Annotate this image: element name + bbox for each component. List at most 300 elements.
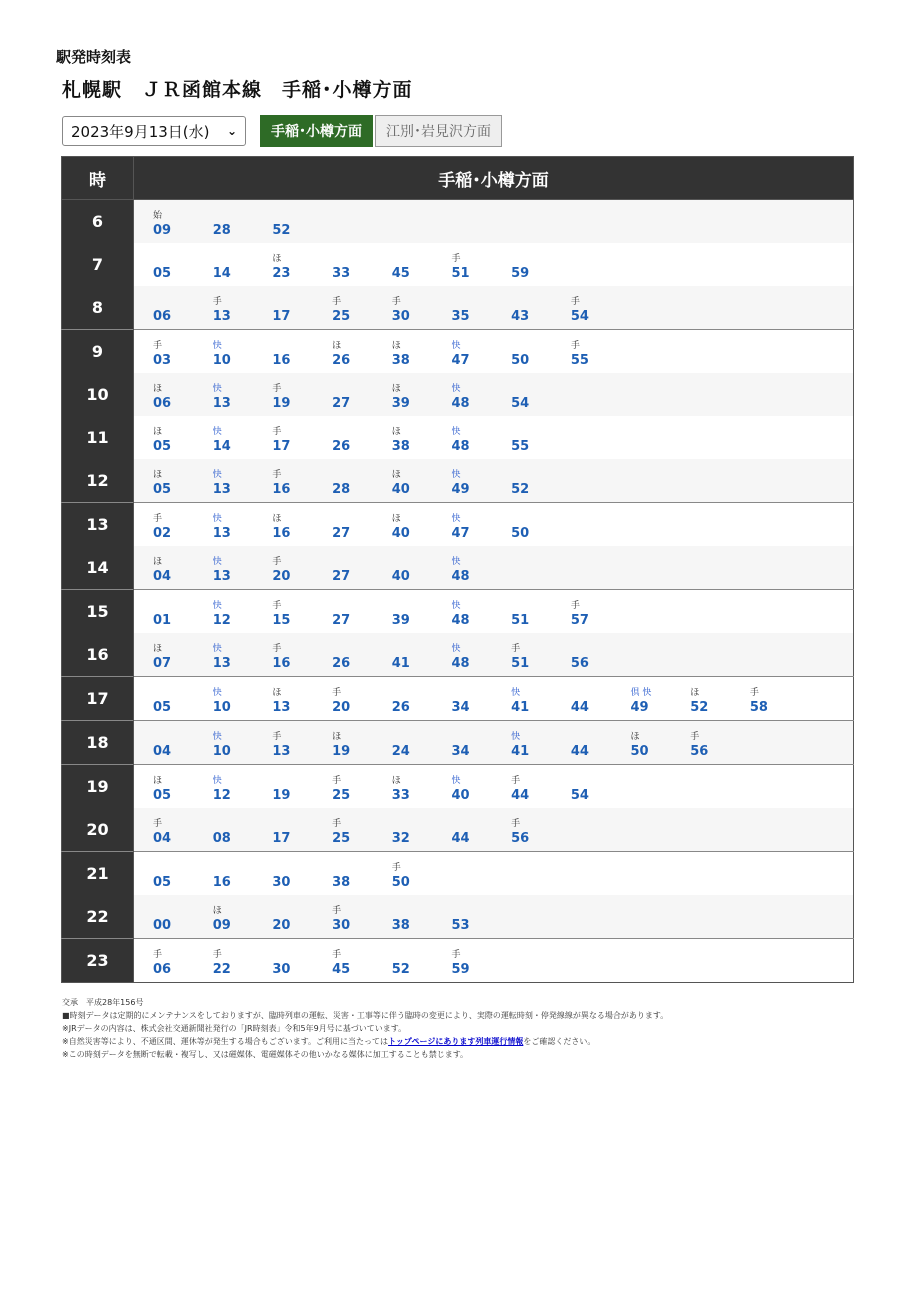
departure-minute: 22	[212, 962, 231, 977]
hour-row	[62, 373, 854, 416]
departure[interactable]	[748, 677, 808, 720]
departure[interactable]	[211, 765, 271, 808]
departure-minute: 44	[511, 788, 530, 803]
departure-minute: 56	[690, 744, 709, 759]
departure-minute: 00	[153, 918, 172, 933]
departure-mark: 手	[153, 950, 163, 960]
departure-list	[134, 546, 853, 589]
departure-minute: 34	[451, 744, 470, 759]
departure-minute: 38	[391, 353, 410, 368]
departure[interactable]	[270, 503, 330, 546]
hour-cell: 7	[62, 243, 134, 286]
departure-minute: 27	[332, 526, 351, 541]
departure-minute: 05	[153, 482, 172, 497]
departure[interactable]	[569, 330, 629, 373]
departure[interactable]	[270, 895, 330, 938]
departure[interactable]	[211, 808, 271, 851]
departure-minute: 52	[690, 700, 709, 715]
departure[interactable]	[390, 286, 450, 329]
departure[interactable]	[449, 633, 509, 676]
departure-minute: 35	[451, 309, 470, 324]
departure[interactable]	[449, 546, 509, 589]
departure-minute: 59	[511, 266, 530, 281]
departure-minute: 01	[153, 613, 172, 628]
departure[interactable]	[151, 373, 211, 416]
departure[interactable]	[211, 200, 271, 243]
departure[interactable]	[569, 286, 629, 329]
hour-cell: 17	[62, 677, 134, 721]
departure-mark: 快	[451, 644, 461, 654]
departure[interactable]	[211, 939, 271, 982]
departure-minute: 17	[272, 439, 291, 454]
departure[interactable]	[330, 330, 390, 373]
departure[interactable]	[569, 590, 629, 633]
departure-list	[134, 243, 853, 286]
departure-list	[134, 633, 853, 676]
departure[interactable]	[330, 243, 390, 286]
departures-cell	[134, 459, 854, 503]
departure-minute: 26	[332, 353, 351, 368]
departure-minute: 32	[391, 831, 410, 846]
departure[interactable]	[390, 330, 450, 373]
departure-mark: 快	[212, 776, 222, 786]
departure[interactable]	[449, 459, 509, 502]
departure-mark: 手	[570, 341, 580, 351]
departure[interactable]	[270, 808, 330, 851]
hour-column-header: 時	[62, 157, 134, 200]
departure[interactable]	[330, 721, 390, 764]
departure[interactable]	[330, 852, 390, 895]
departure-mark: 手	[332, 950, 342, 960]
departure[interactable]	[688, 721, 748, 764]
departure-mark: 手	[332, 776, 342, 786]
departure-minute: 04	[153, 831, 172, 846]
departure-mark: 快	[212, 732, 222, 742]
hour-row	[62, 243, 854, 286]
departure-mark: 手	[451, 950, 461, 960]
departure[interactable]	[569, 633, 629, 676]
departure-mark: 快	[451, 427, 461, 437]
departure[interactable]	[390, 503, 450, 546]
departure-minute: 17	[272, 309, 291, 324]
departure-mark: 快	[212, 688, 222, 698]
departure[interactable]	[509, 677, 569, 720]
departure-minute: 15	[272, 613, 291, 628]
departure-mark: ほ	[690, 688, 700, 698]
departure-mark: ほ	[391, 514, 401, 524]
service-info-link[interactable]: トップページにあります列車運行情報	[388, 1037, 524, 1046]
departure-minute: 44	[570, 700, 589, 715]
departure-minute: 05	[153, 875, 172, 890]
departure[interactable]	[390, 459, 450, 502]
note-text: ※自然災害等により、不通区間、運休等が発生する場合もございます。ご利用に当たっては	[62, 1037, 389, 1046]
departure[interactable]	[449, 895, 509, 938]
departure[interactable]	[509, 503, 569, 546]
departure[interactable]	[151, 895, 211, 938]
departure[interactable]	[569, 677, 629, 720]
departure-minute: 51	[451, 266, 470, 281]
departure[interactable]	[270, 590, 330, 633]
departure-minute: 40	[391, 526, 410, 541]
departure-minute: 14	[212, 439, 231, 454]
departure-mark: 手	[272, 601, 282, 611]
hour-row	[62, 200, 854, 244]
departure-minute: 12	[212, 788, 231, 803]
departure[interactable]	[270, 721, 330, 764]
hour-row	[62, 721, 854, 765]
departure[interactable]	[509, 373, 569, 416]
hour-row	[62, 765, 854, 809]
departure-mark: 手	[272, 384, 282, 394]
departure-minute: 50	[630, 744, 649, 759]
departure-mark: 快	[511, 732, 521, 742]
departures-cell	[134, 633, 854, 677]
hour-cell: 21	[62, 852, 134, 896]
departure-minute: 33	[332, 266, 351, 281]
departure[interactable]	[449, 808, 509, 851]
departure-mark: 手	[332, 688, 342, 698]
departure-minute: 55	[511, 439, 530, 454]
departure[interactable]	[330, 765, 390, 808]
departure-mark: 手	[272, 732, 282, 742]
departure[interactable]	[151, 200, 211, 243]
departure-minute: 57	[570, 613, 589, 628]
hour-row	[62, 677, 854, 721]
departure-minute: 30	[332, 918, 351, 933]
departure-minute: 16	[212, 875, 231, 890]
hour-row	[62, 459, 854, 503]
departure-mark: 快	[451, 470, 461, 480]
hour-row	[62, 633, 854, 677]
departures-cell	[134, 546, 854, 590]
departure[interactable]	[390, 852, 450, 895]
departure-mark: 快	[511, 688, 521, 698]
note-line: ■時刻データは定期的にメンテナンスをしておりますが、臨時列車の運転、災害・工事等に伴う臨時の変更により、実際の運転時刻・停発線線が異なる場合があります。	[62, 1011, 669, 1020]
departure-mark: 手	[391, 863, 401, 873]
departure-minute: 39	[391, 396, 410, 411]
note-line	[62, 1035, 852, 1048]
departure[interactable]	[629, 721, 689, 764]
departure-minute: 16	[272, 656, 291, 671]
departure-minute: 38	[391, 439, 410, 454]
departure[interactable]	[151, 330, 211, 373]
departure-minute: 40	[451, 788, 470, 803]
departure[interactable]	[330, 633, 390, 676]
departure[interactable]	[270, 286, 330, 329]
departure-mark: ほ	[153, 644, 163, 654]
departure[interactable]	[270, 416, 330, 459]
hour-row	[62, 895, 854, 939]
departures-cell	[134, 939, 854, 983]
departure[interactable]	[449, 765, 509, 808]
departure[interactable]	[151, 677, 211, 720]
hour-cell: 13	[62, 503, 134, 547]
departure-list	[134, 852, 853, 895]
departure[interactable]	[270, 200, 330, 243]
departure-mark: 手	[272, 470, 282, 480]
departure[interactable]	[509, 459, 569, 502]
departure[interactable]	[270, 633, 330, 676]
departure-mark: 快	[212, 514, 222, 524]
direction-button-ebetsu-iwamizawa[interactable]: 江別･岩見沢方面	[375, 115, 502, 147]
departure[interactable]	[211, 852, 271, 895]
departure[interactable]	[211, 677, 271, 720]
departure-minute: 38	[391, 918, 410, 933]
departure-mark: 手	[153, 819, 163, 829]
departure[interactable]	[509, 286, 569, 329]
departure-mark: ほ	[153, 557, 163, 567]
departure-minute: 34	[451, 700, 470, 715]
departure-minute: 59	[451, 962, 470, 977]
departure[interactable]	[449, 373, 509, 416]
departure-minute: 10	[212, 353, 231, 368]
departure[interactable]	[509, 243, 569, 286]
departure-minute: 56	[570, 656, 589, 671]
departure-list	[134, 373, 853, 416]
departure[interactable]	[449, 416, 509, 459]
hour-row	[62, 590, 854, 634]
departure-mark: 快	[212, 341, 222, 351]
departure[interactable]	[390, 721, 450, 764]
departure[interactable]	[270, 677, 330, 720]
departure[interactable]	[330, 416, 390, 459]
departure[interactable]	[151, 939, 211, 982]
departure-minute: 48	[451, 656, 470, 671]
departure-minute: 20	[332, 700, 351, 715]
departure[interactable]	[569, 721, 629, 764]
departure[interactable]	[151, 546, 211, 589]
departure[interactable]	[390, 677, 450, 720]
departure-minute: 40	[391, 482, 410, 497]
departure[interactable]	[211, 459, 271, 502]
departure-mark: 快	[212, 644, 222, 654]
note-line: ※この時刻データを無断で転載・複写し、又は磁媒体、電磁媒体その他いかなる媒体に加工することも禁じます。	[62, 1050, 469, 1059]
departure[interactable]	[270, 243, 330, 286]
departure-minute: 20	[272, 569, 291, 584]
departure[interactable]	[330, 590, 390, 633]
departure-mark: ほ	[391, 341, 401, 351]
hour-cell: 20	[62, 808, 134, 852]
hour-cell: 19	[62, 765, 134, 809]
departures-cell	[134, 330, 854, 374]
departure-minute: 06	[153, 309, 172, 324]
departure-list	[134, 200, 853, 243]
departure[interactable]	[330, 939, 390, 982]
departure[interactable]	[330, 373, 390, 416]
departure[interactable]	[151, 503, 211, 546]
departure[interactable]	[151, 416, 211, 459]
departure-minute: 16	[272, 526, 291, 541]
departure[interactable]	[211, 330, 271, 373]
departure[interactable]	[390, 243, 450, 286]
departure-mark: ほ	[391, 427, 401, 437]
departure[interactable]	[390, 895, 450, 938]
departure-minute: 48	[451, 439, 470, 454]
departures-cell	[134, 895, 854, 939]
departure[interactable]	[449, 330, 509, 373]
departure[interactable]	[449, 939, 509, 982]
departure-mark: 倶 快	[630, 688, 652, 698]
page-heading: 駅発時刻表	[56, 48, 132, 66]
departure[interactable]	[390, 416, 450, 459]
departure-minute: 50	[511, 353, 530, 368]
departure[interactable]	[211, 895, 271, 938]
departure-minute: 06	[153, 396, 172, 411]
departure[interactable]	[390, 939, 450, 982]
departure[interactable]	[151, 852, 211, 895]
departure[interactable]	[151, 808, 211, 851]
departure[interactable]	[509, 416, 569, 459]
departure[interactable]	[151, 243, 211, 286]
departure[interactable]	[449, 503, 509, 546]
departure-mark: ほ	[212, 906, 222, 916]
departure[interactable]	[330, 808, 390, 851]
departure[interactable]	[211, 416, 271, 459]
departure[interactable]	[151, 286, 211, 329]
departure-minute: 24	[391, 744, 410, 759]
departure-minute: 52	[272, 223, 291, 238]
departure-mark: 快	[451, 514, 461, 524]
departures-cell	[134, 243, 854, 286]
departure-minute: 40	[391, 569, 410, 584]
departure-minute: 44	[451, 831, 470, 846]
departure[interactable]	[390, 373, 450, 416]
departure-minute: 14	[212, 266, 231, 281]
departure[interactable]	[211, 546, 271, 589]
departure[interactable]	[270, 373, 330, 416]
departure[interactable]	[330, 459, 390, 502]
departure-minute: 09	[153, 223, 172, 238]
departure[interactable]	[270, 939, 330, 982]
departures-cell	[134, 765, 854, 809]
departure-minute: 19	[272, 396, 291, 411]
departure-list	[134, 895, 853, 938]
departure[interactable]	[211, 243, 271, 286]
hour-cell: 14	[62, 546, 134, 590]
departure-mark: 快	[212, 470, 222, 480]
departure[interactable]	[330, 546, 390, 589]
departure-minute: 45	[332, 962, 351, 977]
departure-mark: 手	[332, 297, 342, 307]
departure[interactable]	[449, 677, 509, 720]
departures-cell	[134, 677, 854, 721]
departure-mark: 快	[212, 384, 222, 394]
date-select[interactable]	[62, 116, 246, 146]
departure[interactable]	[270, 852, 330, 895]
hour-row	[62, 852, 854, 896]
departure[interactable]	[509, 330, 569, 373]
departure[interactable]	[449, 286, 509, 329]
departure[interactable]	[390, 765, 450, 808]
departure-minute: 38	[332, 875, 351, 890]
departure[interactable]	[211, 286, 271, 329]
departure[interactable]	[449, 590, 509, 633]
departure-minute: 44	[570, 744, 589, 759]
departure[interactable]	[330, 286, 390, 329]
departure[interactable]	[211, 503, 271, 546]
departure[interactable]	[569, 765, 629, 808]
departure[interactable]	[509, 765, 569, 808]
direction-button-teine-otaru[interactable]: 手稲･小樽方面	[260, 115, 373, 147]
departure-mark: 手	[153, 514, 163, 524]
departure-minute: 27	[332, 569, 351, 584]
departure-minute: 48	[451, 396, 470, 411]
hour-cell: 12	[62, 459, 134, 503]
departure[interactable]	[270, 765, 330, 808]
departure-list	[134, 808, 853, 851]
departure-minute: 55	[570, 353, 589, 368]
departure[interactable]	[509, 590, 569, 633]
departure[interactable]	[270, 546, 330, 589]
departure[interactable]	[390, 633, 450, 676]
departure[interactable]	[330, 503, 390, 546]
departure-minute: 48	[451, 613, 470, 628]
departure-minute: 19	[332, 744, 351, 759]
departure-mark: 手	[212, 950, 222, 960]
departure-mark: 手	[272, 557, 282, 567]
departure-minute: 52	[391, 962, 410, 977]
departures-cell	[134, 852, 854, 896]
departure[interactable]	[151, 633, 211, 676]
departure-list	[134, 503, 853, 546]
departure-minute: 33	[391, 788, 410, 803]
departure[interactable]	[151, 590, 211, 633]
departure-mark: ほ	[153, 427, 163, 437]
departure[interactable]	[509, 808, 569, 851]
hour-cell: 18	[62, 721, 134, 765]
hour-cell: 11	[62, 416, 134, 459]
departure-minute: 30	[391, 309, 410, 324]
departure[interactable]	[509, 633, 569, 676]
hour-cell: 10	[62, 373, 134, 416]
departure[interactable]	[330, 677, 390, 720]
departure[interactable]	[390, 808, 450, 851]
departure-minute: 43	[511, 309, 530, 324]
note-text: をご確認ください。	[523, 1037, 596, 1046]
departure-minute: 26	[332, 439, 351, 454]
departure-mark: 手	[332, 906, 342, 916]
departure[interactable]	[211, 590, 271, 633]
departure[interactable]	[151, 765, 211, 808]
departures-cell	[134, 590, 854, 634]
hour-row	[62, 808, 854, 852]
departure-mark: 手	[451, 254, 461, 264]
departure[interactable]	[270, 330, 330, 373]
departure-mark: ほ	[272, 688, 282, 698]
hour-row	[62, 939, 854, 983]
departure[interactable]	[211, 721, 271, 764]
departure[interactable]	[330, 895, 390, 938]
departure[interactable]	[509, 721, 569, 764]
departure[interactable]	[211, 373, 271, 416]
departure[interactable]	[688, 677, 748, 720]
departure[interactable]	[151, 721, 211, 764]
departure[interactable]	[390, 590, 450, 633]
departure-mark: 手	[570, 601, 580, 611]
departure-minute: 05	[153, 439, 172, 454]
departure[interactable]	[270, 459, 330, 502]
departure-minute: 13	[212, 396, 231, 411]
departure-minute: 52	[511, 482, 530, 497]
departure[interactable]	[390, 546, 450, 589]
departure[interactable]	[449, 243, 509, 286]
departure[interactable]	[629, 677, 689, 720]
departure[interactable]	[151, 459, 211, 502]
departure-mark: 手	[212, 297, 222, 307]
departure[interactable]	[449, 721, 509, 764]
departure[interactable]	[211, 633, 271, 676]
departure-minute: 04	[153, 744, 172, 759]
